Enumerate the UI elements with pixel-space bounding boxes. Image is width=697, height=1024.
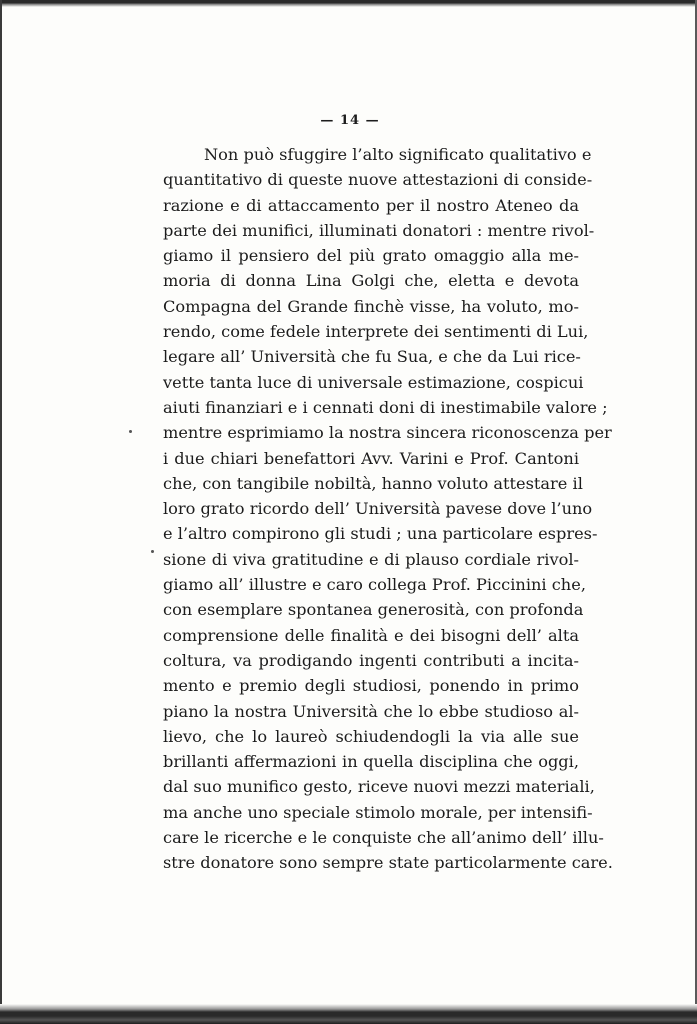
text-line: stre donatore sono sempre state particolarmente care.	[163, 853, 613, 873]
scan-edge-left	[0, 0, 2, 1024]
text-line: che, con tangibile nobiltà, hanno voluto attestare il	[163, 473, 583, 493]
text-line: vette tanta luce di universale estimazione, cospicui	[163, 372, 584, 392]
text-line: dal suo munifico gesto, riceve nuovi mezzi materiali,	[163, 777, 595, 797]
text-line: giamo il pensiero del più grato omaggio alla me-	[163, 246, 579, 266]
body-paragraph	[163, 142, 613, 876]
text-line: i due chiari benefattori Avv. Varini e Prof. Cantoni	[163, 448, 579, 468]
scan-edge-bottom	[0, 1004, 697, 1024]
text-line: sione di viva gratitudine e di plauso cordiale rivol-	[163, 549, 579, 569]
text-line: comprensione delle finalità e dei bisogni dell’ alta	[163, 625, 579, 645]
text-line: ma anche uno speciale stimolo morale, per intensifi-	[163, 802, 593, 822]
text-line: con esemplare spontanea generosità, con profonda	[163, 600, 584, 620]
text-line: aiuti finanziari e i cennati doni di inestimabile valore ;	[163, 397, 608, 417]
text-line: parte dei munifici, illuminati donatori : mentre rivol-	[163, 220, 595, 240]
text-line: quantitativo di queste nuove attestazioni di conside-	[163, 170, 593, 190]
text-line: brillanti affermazioni in quella disciplina che oggi,	[163, 752, 579, 772]
text-line: Non può sfuggire l’alto significato qualitativo e	[204, 145, 592, 164]
text-line: razione e di attaccamento per il nostro Ateneo da	[163, 195, 579, 215]
text-line: legare all’ Università che fu Sua, e che da Lui rice-	[163, 347, 581, 367]
text-line: coltura, va prodigando ingenti contributi a incita-	[163, 650, 579, 670]
text-line: loro grato ricordo dell’ Università pavese dove l’uno	[163, 499, 593, 519]
ink-speck	[129, 430, 132, 433]
page-number: — 14 —	[320, 113, 380, 128]
text-line: lievo, che lo laureò schiudendogli la via alle sue	[163, 726, 579, 746]
text-line: mentre esprimiamo la nostra sincera riconoscenza per	[163, 423, 612, 443]
scan-edge-top	[0, 0, 697, 7]
text-line: e l’altro compirono gli studi ; una particolare espres-	[163, 524, 598, 544]
text-line: care le ricerche e le conquiste che all’animo dell’ illu-	[163, 828, 604, 848]
text-line: giamo all’ illustre e caro collega Prof. Piccinini che,	[163, 575, 586, 595]
text-line: mento e premio degli studiosi, ponendo in primo	[163, 676, 579, 696]
ink-speck	[151, 550, 154, 553]
text-line: rendo, come fedele interprete dei sentimenti di Lui,	[163, 322, 589, 342]
text-line: Compagna del Grande finchè visse, ha voluto, mo-	[163, 296, 579, 316]
text-line: moria di donna Lina Golgi che, eletta e devota	[163, 271, 579, 291]
text-line: piano la nostra Università che lo ebbe studioso al-	[163, 701, 579, 721]
